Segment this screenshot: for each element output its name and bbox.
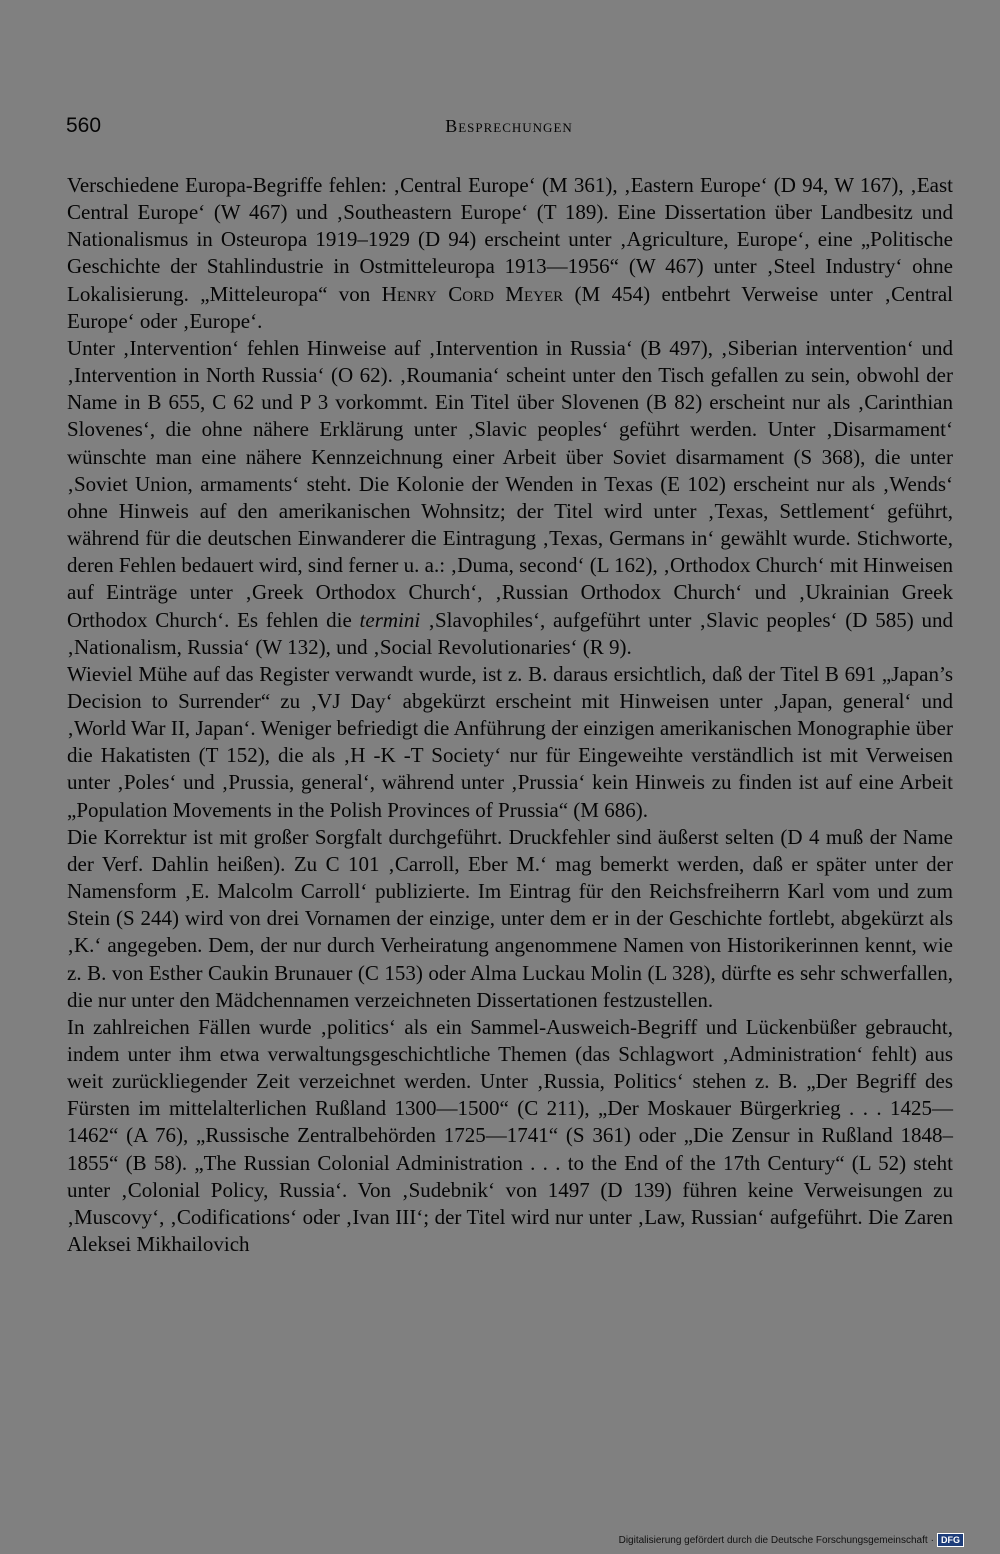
paragraph-korrektur: Die Korrektur ist mit großer Sorgfalt durchgeführt. Druckfehler sind äußerst selten (D 4 muß der Name der Verf. Dahlin heißen). Zu C 101 ‚Carroll, Eber M.‘ mag bemerkt werden, daß er später unter der Namensform ‚E. Malcolm Carroll‘ publizierte. Im Eintrag für den Reichsfreiherrn Karl vom und zum Stein (S 244) wird von drei Vornamen der einzige, unter dem er in der Geschichte fortlebt, abgekürzt als ‚K.‘ angegeben. Dem, der nur durch Verheiratung angenommene Namen von Historikerinnen kennt, wie z. B. von Esther Caukin Brunauer (C 153) oder Alma Luckau Molin (L 328), dürfte es sehr schwerfallen, die nur unter den Mädchennamen verzeichneten Dissertationen festzustellen. [67,824,953,1012]
dfg-logo-icon: DFG [937,1533,964,1547]
paragraph-europa-begriffe [67,172,953,335]
page-number: 560 [66,114,102,137]
author-name: Henry Cord Meyer [381,281,564,306]
credit-text: Digitalisierung gefördert durch die Deutsche Forschungsgemeinschaft [618,1534,928,1546]
paragraph-politics: In zahlreichen Fällen wurde ‚politics‘ als ein Sammel-Ausweich-Begriff und Lückenbüßer gebraucht, indem unter ihm etwa verwaltungsgeschichtliche Themen (das Schlagwort ‚Administration‘ fehlt) aus weit zurückliegender Zeit verzeichnet werden. Unter ‚Russia, Politics‘ stehen z. B. „Der Begriff des Fürsten im mittelalterlichen Rußland 1300—1500“ (C 211), „Der Moskauer Bürgerkrieg . . . 1425—1462“ (A 76), „Russische Zentralbehörden 1725—1741“ (S 361) oder „Die Zensur in Rußland 1848–1855“ (B 58). „The Russian Colonial Administration . . . to the End of the 17th Century“ (L 52) steht unter ‚Colonial Policy, Russia‘. Von ‚Sudebnik‘ von 1497 (D 139) führen keine Verweisungen zu ‚Muscovy‘, ‚Codifications‘ oder ‚Ivan III‘; der Titel wird nur unter ‚Law, Russian‘ aufgeführt. Die Zaren Aleksei Mikhailovich [67,1014,953,1257]
page-header [66,114,952,144]
italic-term: termini [359,607,421,632]
paragraph-text: Unter ‚Intervention‘ fehlen Hinweise auf ‚Intervention in Russia‘ (B 497), ‚Siberian intervention‘ und ‚Intervention in North Russia‘ (O 62). ‚Roumania‘ scheint unter den Tisch gefallen zu sein, obwohl der Name in B 655, C 62 und P 3 vorkommt. Ein Titel über Slovenen (B 82) erscheint nur als ‚Carinthian Slovenes‘, die ohne nähere Erklärung unter ‚Slavic peoples‘ geführt werden. Unter ‚Disarmament‘ wünschte man eine nähere Kennzeichnung einer Arbeit über Soviet disarmament (S 368), die unter ‚Soviet Union, armaments‘ steht. Die Kolonie der Wenden in Texas (E 102) erscheint nur als ‚Wends‘ ohne Hinweis auf den amerikanischen Wohnsitz; der Titel wird unter ‚Texas, Settlement‘ geführt, während für die deutschen Einwanderer die Eintragung ‚Texas, Germans in‘ gewählt wurde. Stichworte, deren Fehlen bedauert wird, sind ferner u. a.: ‚Duma, second‘ (L 162), ‚Orthodox Church‘ mit Hinweisen auf Einträge unter ‚Greek Orthodox Church‘, ‚Russian Orthodox Church‘ und ‚Ukrainian Greek Orthodox Church‘. Es fehlen die [67,335,953,632]
body-text [67,172,953,1258]
paragraph-text: Verschiedene Europa-Begriffe fehlen: ‚Central Europe‘ (M 361), ‚Eastern Europe‘ (D 94, W 167), ‚East Central Europe‘ (W 467) und ‚Southeastern Europe‘ (T 189). Eine Dissertation über Landbesitz und Nationalismus in Osteuropa 1919–1929 (D 94) erscheint unter ‚Agriculture, Europe‘, eine „Politische Geschichte der Stahlindustrie in Ostmitteleuropa 1913—1956“ (W 467) unter ‚Steel Industry‘ ohne Lokalisierung. „Mitteleuropa“ von [67,173,953,306]
digitization-credit [619,1533,964,1547]
running-head: Besprechungen [445,116,573,136]
separator-dot: · [930,1534,934,1546]
paragraph-text: ‚Slavophiles‘, aufgeführt unter ‚Slavic peoples‘ (D 585) und ‚Nationalism, Russia‘ (W 132), und ‚Social Revolutionaries‘ (R 9). [67,607,953,659]
paragraph-text: (M 454) entbehrt Verweise unter ‚Central Europe‘ oder ‚Europe‘. [67,281,953,333]
paragraph-register: Wieviel Mühe auf das Register verwandt wurde, ist z. B. daraus ersichtlich, daß der Titel B 691 „Japan’s Decision to Surrender“ zu ‚VJ Day‘ abgekürzt erscheint mit Hinweisen unter ‚Japan, general‘ und ‚World War II, Japan‘. Weniger befriedigt die Anführung der einzigen amerikanischen Monographie über die Hakatisten (T 152), die als ‚H -K -T Society‘ nur für Eingeweihte verständlich ist mit Verweisen unter ‚Poles‘ und ‚Prussia, general‘, während unter ‚Prussia‘ kein Hinweis zu finden ist auf eine Arbeit „Population Movements in the Polish Provinces of Prussia“ (M 686). [67,661,953,822]
paragraph-intervention [67,335,953,661]
